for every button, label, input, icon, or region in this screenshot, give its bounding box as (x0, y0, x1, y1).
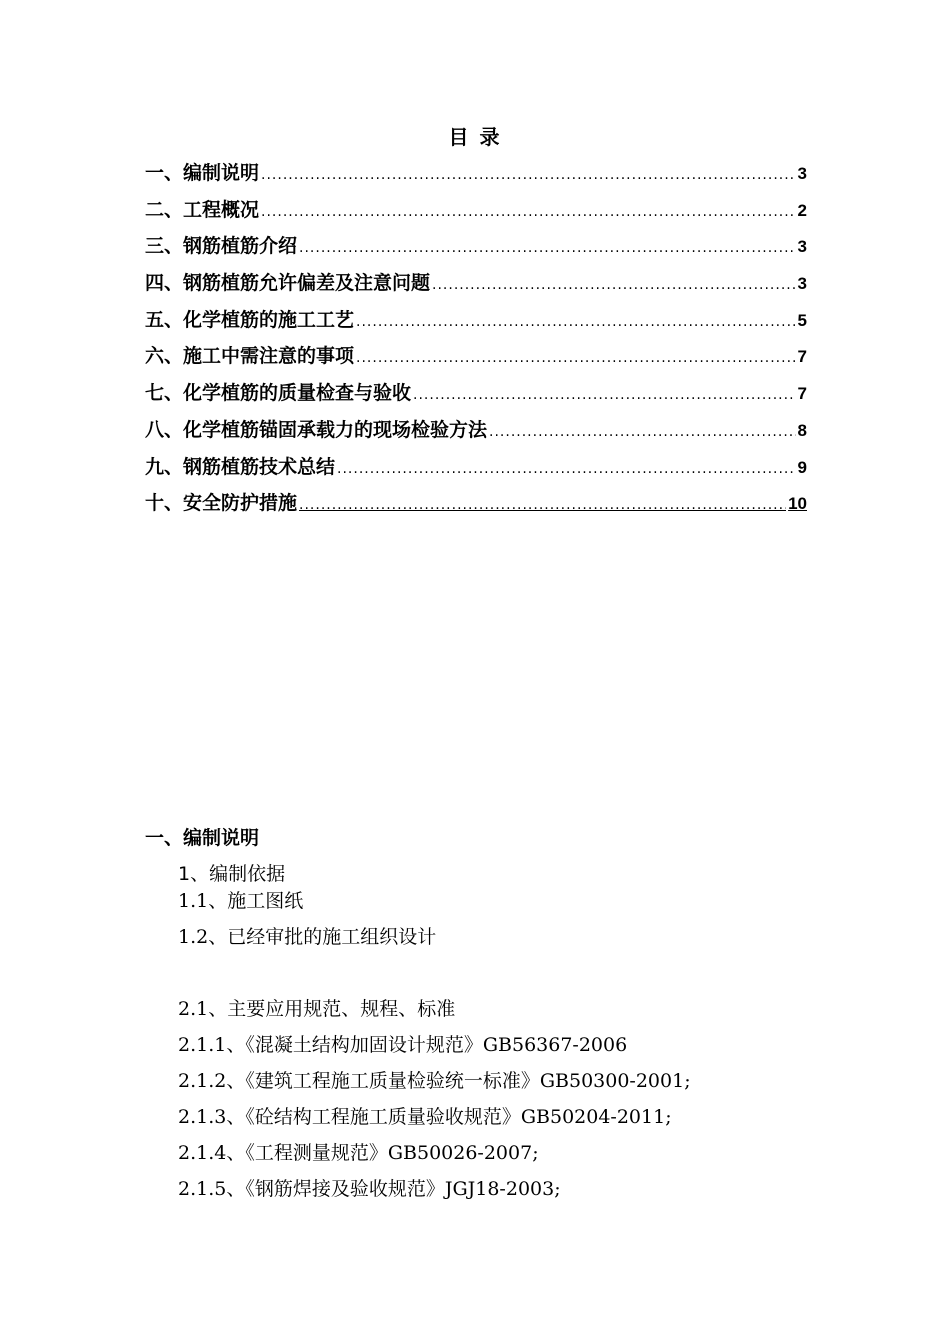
standard-item: 2.1.5、《钢筋焊接及验收规范》JGJ18-2003; (178, 1178, 561, 1200)
toc-leader-dots (261, 197, 796, 227)
basis-item: 1.2、已经审批的施工组织设计 (178, 926, 437, 948)
toc-leader-dots (432, 270, 796, 300)
toc-entry-label: 七、化学植筋的质量检查与验收 (145, 382, 412, 405)
toc-entry-page: 7 (797, 347, 807, 367)
standard-item: 2.1.1、《混凝土结构加固设计规范》GB56367-2006 (178, 1034, 628, 1056)
toc-leader-dots (413, 380, 796, 410)
toc-entry-page: 10 (788, 494, 807, 514)
basis-item: 1.1、施工图纸 (178, 890, 304, 912)
toc-entry-label: 三、钢筋植筋介绍 (145, 235, 298, 258)
toc-entry-label: 二、工程概况 (145, 198, 260, 221)
toc-leader-dots (261, 160, 796, 190)
toc-entry-page: 8 (797, 420, 807, 440)
standard-item: 2.1.2、《建筑工程施工质量检验统一标准》GB50300-2001; (178, 1070, 691, 1092)
toc-list (145, 158, 807, 525)
toc-entry-page: 5 (797, 310, 807, 330)
toc-entry-page: 7 (797, 384, 807, 404)
toc-entry-page: 2 (797, 200, 807, 220)
toc-entry[interactable] (145, 378, 807, 415)
toc-leader-dots (356, 343, 796, 373)
toc-entry-page: 3 (797, 164, 807, 183)
toc-entry-label: 九、钢筋植筋技术总结 (145, 455, 336, 478)
toc-entry[interactable] (145, 231, 807, 268)
section-heading: 一、编制说明 (145, 827, 260, 849)
toc-leader-dots (299, 490, 786, 520)
toc-entry[interactable] (145, 195, 807, 232)
standard-item: 2.1.4、《工程测量规范》GB50026-2007; (178, 1142, 539, 1164)
toc-entry-label: 六、施工中需注意的事项 (145, 345, 355, 368)
toc-entry[interactable] (145, 341, 807, 378)
toc-leader-dots (356, 307, 796, 337)
section-subheading: 1、编制依据 (178, 863, 286, 885)
toc-leader-dots (489, 417, 796, 447)
toc-entry-page: 9 (797, 457, 807, 477)
toc-entry[interactable] (145, 415, 807, 452)
toc-entry-label: 八、化学植筋锚固承载力的现场检验方法 (145, 418, 488, 441)
toc-entry[interactable] (145, 305, 807, 342)
toc-entry-label: 四、钢筋植筋允许偏差及注意问题 (145, 272, 431, 295)
toc-entry-label: 十、安全防护措施 (145, 492, 298, 515)
toc-title: 目 录 (448, 125, 502, 149)
toc-entry-label: 五、化学植筋的施工工艺 (145, 308, 355, 331)
toc-entry[interactable] (145, 452, 807, 489)
toc-entry[interactable] (145, 488, 807, 525)
toc-entry-page: 3 (797, 237, 807, 257)
toc-entry-label: 一、编制说明 (145, 162, 260, 184)
toc-entry-page: 3 (797, 274, 807, 294)
toc-entry[interactable] (145, 158, 807, 195)
standards-heading: 2.1、主要应用规范、规程、标准 (178, 998, 456, 1020)
standard-item: 2.1.3、《砼结构工程施工质量验收规范》GB50204-2011; (178, 1106, 672, 1128)
toc-entry[interactable] (145, 268, 807, 305)
toc-leader-dots (337, 454, 796, 484)
toc-leader-dots (299, 233, 796, 263)
